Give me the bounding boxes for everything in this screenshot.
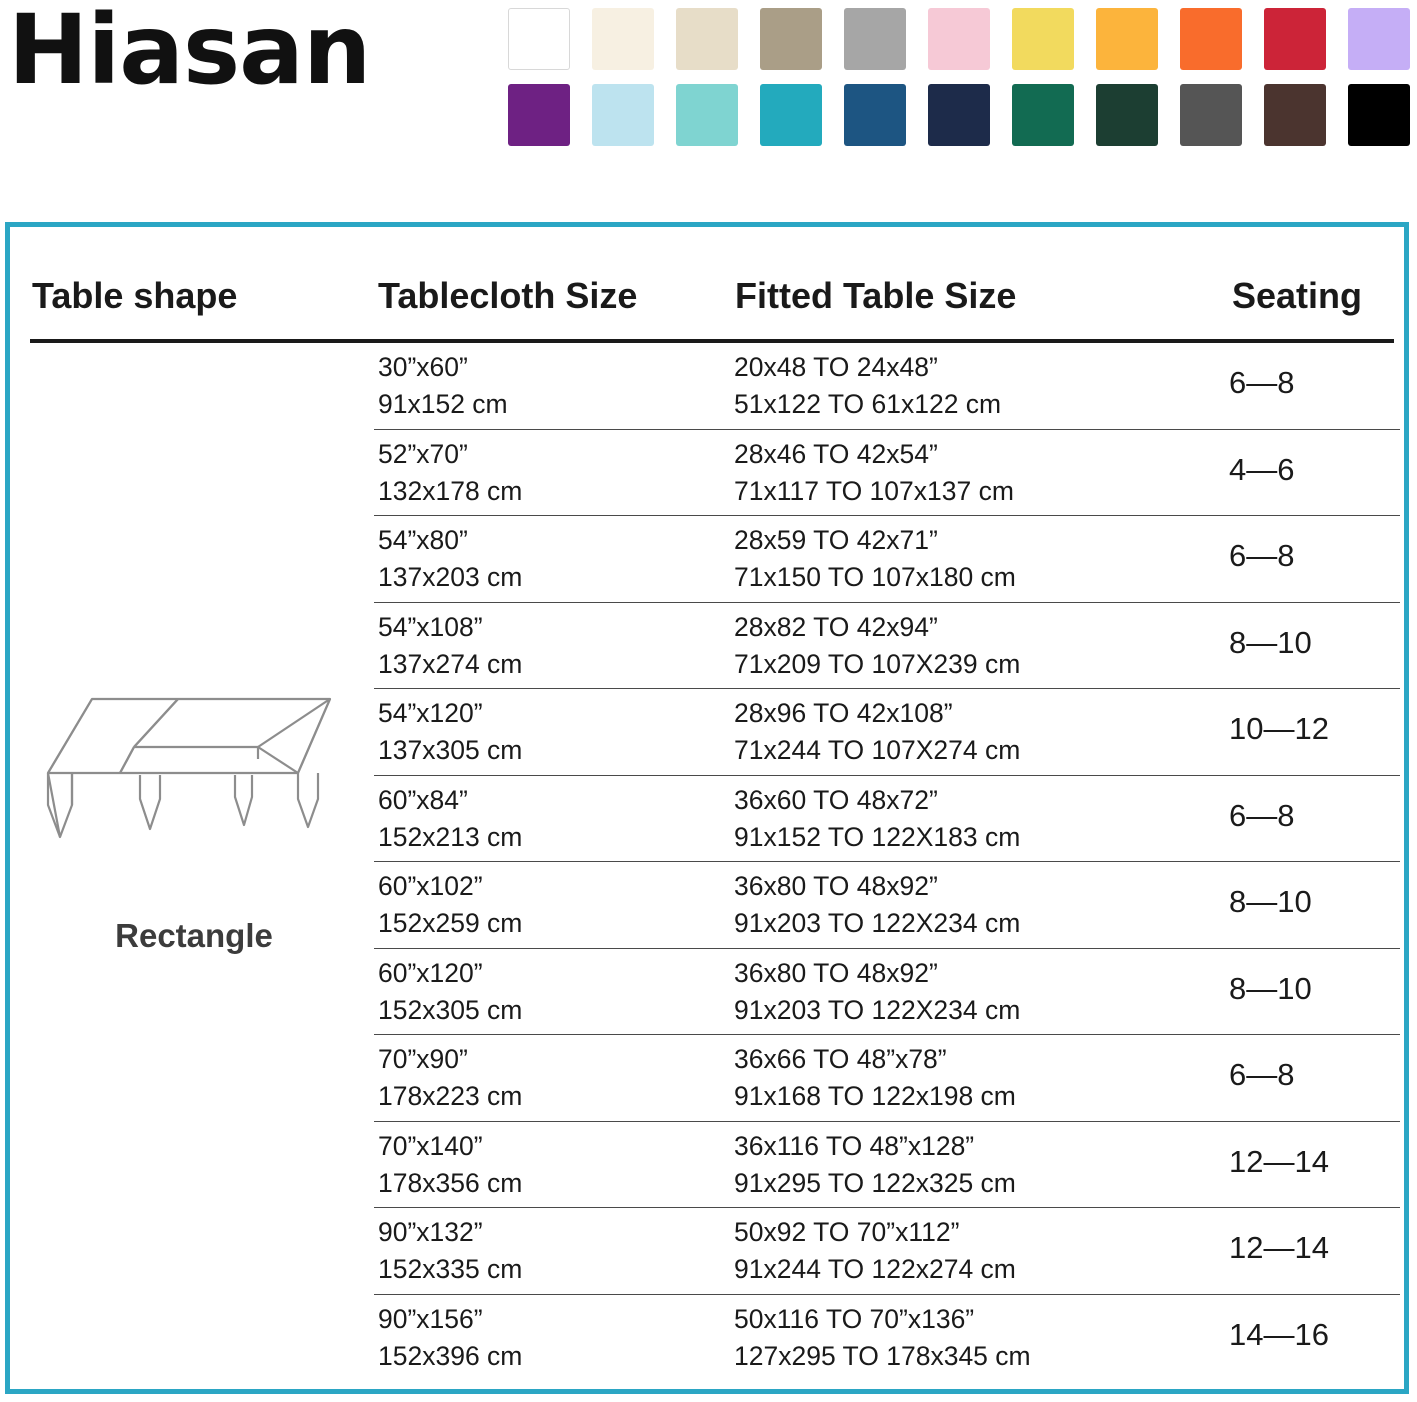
tablecloth-size-inches: 30”x60” — [378, 352, 468, 382]
fitted-size-inches: 28x46 TO 42x54” — [734, 438, 938, 469]
tablecloth-size-inches: 70”x140” — [378, 1130, 483, 1161]
cell-tablecloth-size — [378, 695, 522, 769]
cell-tablecloth-size — [378, 349, 508, 423]
color-swatch-brown[interactable] — [1264, 84, 1326, 146]
fitted-size-cm: 71x117 TO 107x137 cm — [734, 475, 1014, 506]
table-row — [374, 1035, 1400, 1122]
size-chart-card — [5, 222, 1409, 1394]
cell-tablecloth-size — [378, 436, 522, 510]
color-swatch-grey[interactable] — [844, 8, 906, 70]
color-swatch-teal[interactable] — [760, 84, 822, 146]
tablecloth-size-inches: 52”x70” — [378, 438, 468, 469]
color-swatch-gold[interactable] — [1096, 8, 1158, 70]
cell-tablecloth-size — [378, 955, 522, 1029]
cell-fitted-table-size — [734, 1214, 1016, 1288]
fitted-size-inches: 36x116 TO 48”x128” — [734, 1130, 975, 1161]
cell-seating: 6—8 — [1229, 365, 1295, 400]
tablecloth-size-inches: 54”x108” — [378, 611, 483, 642]
color-swatch-dark-green[interactable] — [1096, 84, 1158, 146]
fitted-size-inches: 28x82 TO 42x94” — [734, 611, 938, 642]
color-swatch-row-2 — [508, 84, 1410, 146]
color-swatch-yellow[interactable] — [1012, 8, 1074, 70]
fitted-size-cm: 91x295 TO 122x325 cm — [734, 1167, 1016, 1198]
color-swatch-pink[interactable] — [928, 8, 990, 70]
cell-fitted-table-size — [734, 868, 1020, 942]
column-header-seating: Seating — [1232, 275, 1363, 316]
color-swatch-emerald[interactable] — [1012, 84, 1074, 146]
tablecloth-size-cm: 152x305 cm — [378, 994, 523, 1025]
table-row — [374, 343, 1400, 430]
cell-fitted-table-size — [734, 349, 1001, 423]
page-header — [0, 0, 1417, 190]
tablecloth-size-inches: 60”x84” — [378, 784, 468, 815]
fitted-size-cm: 91x203 TO 122X234 cm — [734, 994, 1021, 1025]
fitted-size-inches: 50x116 TO 70”x136” — [734, 1303, 975, 1334]
cell-seating: 6—8 — [1229, 1057, 1295, 1092]
cell-fitted-table-size — [734, 1128, 1016, 1202]
brand-logo: Hiasan — [8, 0, 371, 106]
color-swatch-black[interactable] — [1348, 84, 1410, 146]
shape-label: Rectangle — [115, 917, 273, 954]
color-swatch-dark-navy[interactable] — [928, 84, 990, 146]
cell-tablecloth-size — [378, 782, 522, 856]
cell-seating: 4—6 — [1229, 451, 1295, 487]
color-swatch-navy-blue[interactable] — [844, 84, 906, 146]
cell-fitted-table-size — [734, 955, 1020, 1029]
cell-tablecloth-size — [378, 522, 522, 596]
cell-seating: 10—12 — [1229, 711, 1329, 746]
cell-seating: 12—14 — [1229, 1230, 1329, 1265]
tablecloth-size-inches: 90”x132” — [378, 1217, 483, 1247]
color-swatch-red[interactable] — [1264, 8, 1326, 70]
cell-fitted-table-size — [734, 782, 1020, 856]
tablecloth-size-inches: 60”x102” — [378, 871, 483, 901]
cell-tablecloth-size — [378, 1214, 522, 1288]
cell-seating: 6—8 — [1229, 797, 1295, 833]
table-row — [374, 516, 1400, 603]
tablecloth-size-cm: 152x259 cm — [378, 908, 523, 938]
fitted-size-inches: 20x48 TO 24x48” — [734, 352, 938, 382]
fitted-size-inches: 28x59 TO 42x71” — [734, 525, 938, 555]
table-row — [374, 862, 1400, 949]
cell-fitted-table-size — [734, 695, 1020, 769]
color-swatch-purple[interactable] — [508, 84, 570, 146]
table-row — [374, 689, 1400, 776]
tablecloth-size-cm: 91x152 cm — [378, 389, 508, 419]
tablecloth-size-cm: 152x335 cm — [378, 1254, 523, 1284]
table-row — [374, 1208, 1400, 1295]
cell-fitted-table-size — [734, 1301, 1031, 1375]
color-swatch-charcoal[interactable] — [1180, 84, 1242, 146]
tablecloth-size-cm: 178x223 cm — [378, 1081, 523, 1111]
cell-fitted-table-size — [734, 436, 1014, 510]
fitted-size-cm: 91x168 TO 122x198 cm — [734, 1081, 1016, 1111]
cell-tablecloth-size — [378, 609, 522, 683]
tablecloth-size-inches: 60”x120” — [378, 957, 483, 988]
cell-fitted-table-size — [734, 1041, 1016, 1115]
color-swatch-grid — [508, 8, 1410, 146]
color-swatch-taupe[interactable] — [760, 8, 822, 70]
tablecloth-size-inches: 90”x156” — [378, 1303, 483, 1334]
fitted-size-cm: 91x203 TO 122X234 cm — [734, 908, 1021, 938]
tablecloth-size-cm: 178x356 cm — [378, 1167, 523, 1198]
tablecloth-size-cm: 152x213 cm — [378, 821, 523, 852]
color-swatch-white[interactable] — [508, 8, 570, 70]
color-swatch-beige[interactable] — [676, 8, 738, 70]
cell-seating: 12—14 — [1229, 1143, 1329, 1179]
table-row — [374, 430, 1400, 517]
cell-tablecloth-size — [378, 1301, 522, 1375]
table-row — [374, 603, 1400, 690]
cell-seating: 8—10 — [1229, 970, 1312, 1006]
table-row — [374, 776, 1400, 863]
tablecloth-size-cm: 137x305 cm — [378, 735, 523, 765]
color-swatch-aqua[interactable] — [676, 84, 738, 146]
cell-tablecloth-size — [378, 1041, 522, 1115]
fitted-size-inches: 36x80 TO 48x92” — [734, 871, 938, 901]
cell-fitted-table-size — [734, 609, 1020, 683]
tablecloth-size-cm: 152x396 cm — [378, 1340, 523, 1371]
cell-seating: 8—10 — [1229, 884, 1312, 919]
fitted-size-cm: 71x150 TO 107x180 cm — [734, 562, 1016, 592]
cell-tablecloth-size — [378, 1128, 522, 1202]
tablecloth-size-cm: 137x274 cm — [378, 648, 523, 679]
fitted-size-inches: 50x92 TO 70”x112” — [734, 1217, 960, 1247]
fitted-size-cm: 91x244 TO 122x274 cm — [734, 1254, 1016, 1284]
table-row — [374, 1295, 1400, 1382]
fitted-size-cm: 91x152 TO 122X183 cm — [734, 821, 1021, 852]
tablecloth-size-inches: 54”x80” — [378, 525, 468, 555]
tablecloth-size-cm: 132x178 cm — [378, 475, 523, 506]
color-swatch-light-blue[interactable] — [592, 84, 654, 146]
column-header-shape: Table shape — [32, 275, 238, 316]
fitted-size-cm: 71x209 TO 107X239 cm — [734, 648, 1021, 679]
fitted-size-inches: 36x80 TO 48x92” — [734, 957, 938, 988]
fitted-size-inches: 36x60 TO 48x72” — [734, 784, 938, 815]
cell-fitted-table-size — [734, 522, 1016, 596]
size-table-rows — [374, 343, 1400, 1381]
tablecloth-size-inches: 70”x90” — [378, 1044, 468, 1074]
table-row — [374, 1122, 1400, 1209]
fitted-size-inches: 28x96 TO 42x108” — [734, 698, 953, 728]
cell-tablecloth-size — [378, 868, 522, 942]
cell-seating: 6—8 — [1229, 538, 1295, 573]
fitted-size-cm: 71x244 TO 107X274 cm — [734, 735, 1021, 765]
color-swatch-lavender[interactable] — [1348, 8, 1410, 70]
fitted-size-cm: 51x122 TO 61x122 cm — [734, 389, 1002, 419]
color-swatch-orange[interactable] — [1180, 8, 1242, 70]
fitted-size-inches: 36x66 TO 48”x78” — [734, 1044, 947, 1074]
column-header-tablecloth-size: Tablecloth Size — [378, 275, 638, 316]
tablecloth-size-cm: 137x203 cm — [378, 562, 523, 592]
table-column-headers — [10, 275, 1404, 337]
cell-seating: 8—10 — [1229, 624, 1312, 660]
tablecloth-size-inches: 54”x120” — [378, 698, 483, 728]
color-swatch-row-1 — [508, 8, 1410, 70]
cell-seating: 14—16 — [1229, 1316, 1329, 1352]
shape-column — [20, 347, 368, 1387]
color-swatch-ivory[interactable] — [592, 8, 654, 70]
fitted-size-cm: 127x295 TO 178x345 cm — [734, 1340, 1031, 1371]
table-row — [374, 949, 1400, 1036]
column-header-fitted-table-size: Fitted Table Size — [735, 275, 1017, 316]
rectangle-table-icon — [30, 687, 360, 887]
